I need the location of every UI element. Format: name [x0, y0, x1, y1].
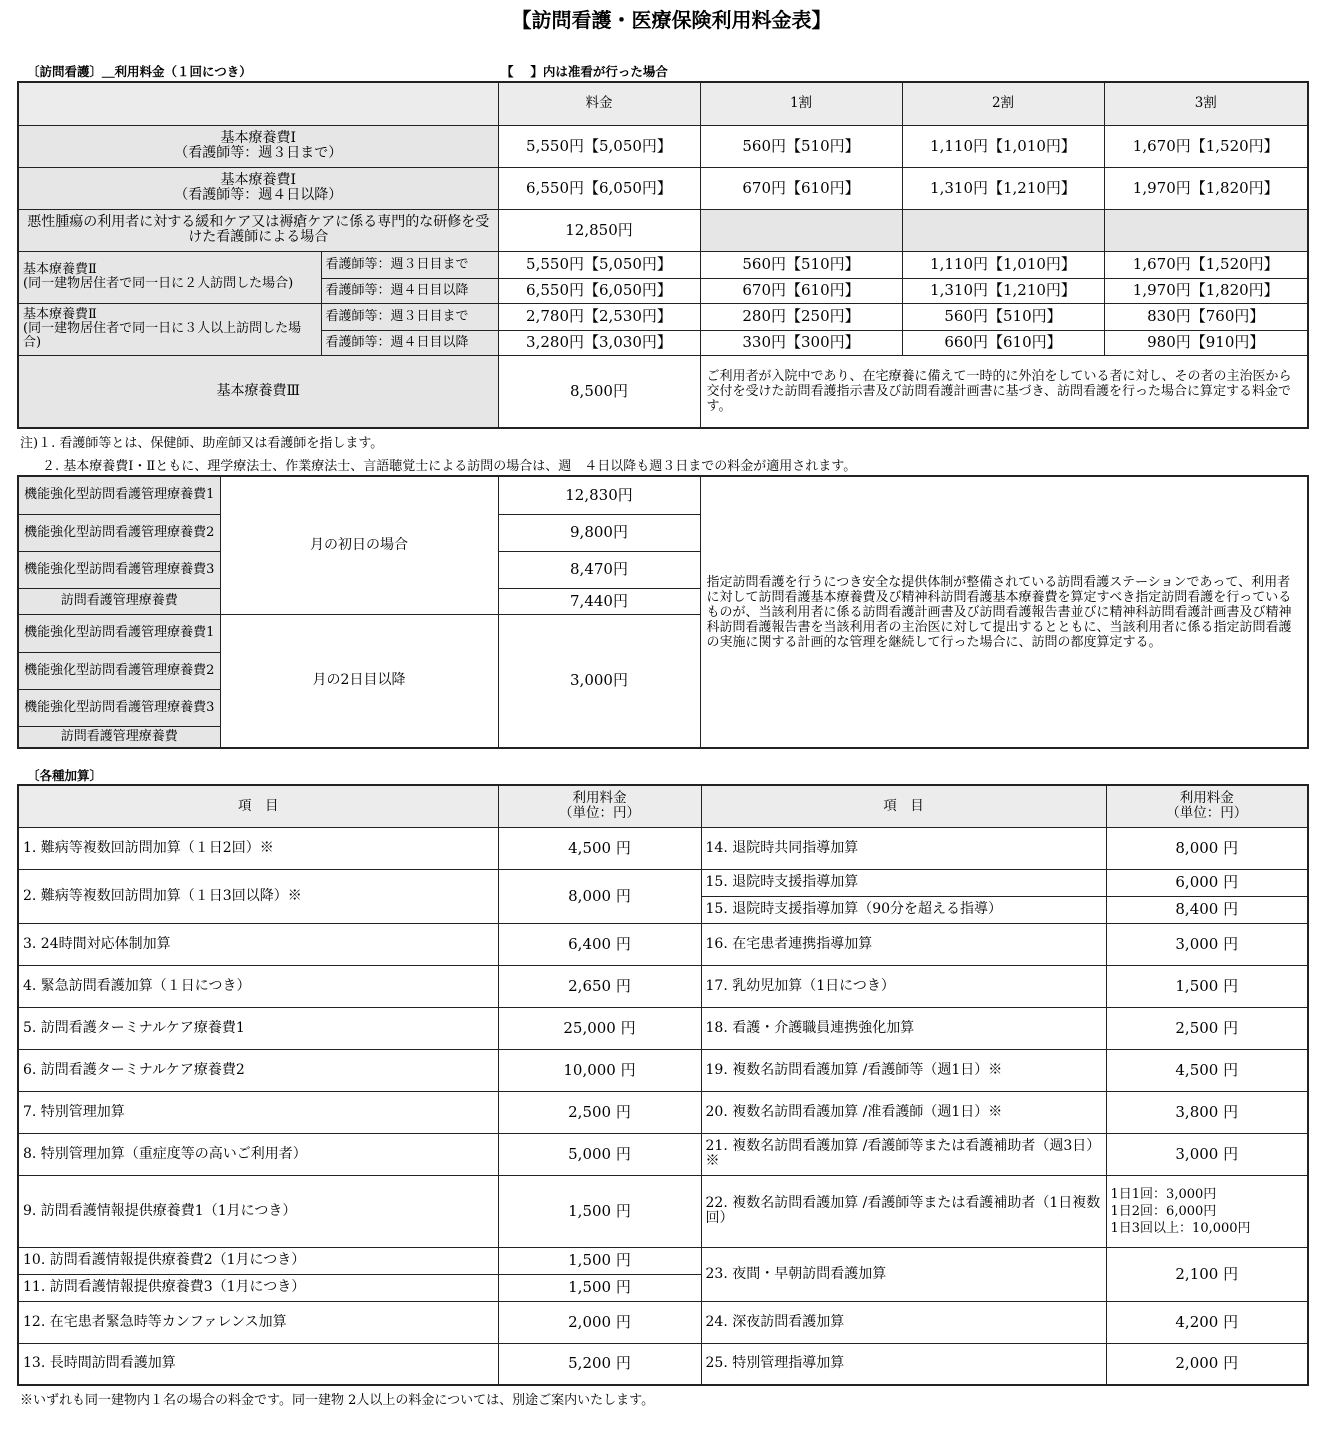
item-fee: 5,000 円: [498, 1133, 701, 1175]
table-row: [18, 869, 1308, 896]
item-fee: 1,500 円: [498, 1247, 701, 1274]
item-name: 3. 24時間対応体制加算: [18, 923, 498, 965]
item-name: 10. 訪問看護情報提供療養費2（1月につき）: [18, 1247, 498, 1274]
mgmt-fee: 7,440円: [498, 588, 700, 614]
header-blank: [18, 82, 498, 125]
table-row: [18, 827, 1308, 869]
row-name: 基本療養費Ⅰ （看護師等：週４日以降）: [18, 167, 498, 209]
table-row: [18, 965, 1308, 1007]
item-name: 5. 訪問看護ターミナルケア療養費1: [18, 1007, 498, 1049]
row-2wari: 1,310円【1,210円】: [902, 167, 1104, 209]
table-row: [18, 476, 1308, 514]
table-row: [18, 1247, 1308, 1274]
row-2wari: 560円【510円】: [902, 303, 1104, 330]
table-row: [18, 1007, 1308, 1049]
row-3wari: 1,970円【1,820円】: [1104, 278, 1308, 303]
item-fee: 3,800 円: [1106, 1091, 1308, 1133]
table-row: [18, 1175, 1308, 1247]
mgmt-name: 機能強化型訪問看護管理療養費2: [18, 514, 220, 551]
row-fee: 6,550円【6,050円】: [498, 167, 700, 209]
row-3wari: 830円【760円】: [1104, 303, 1308, 330]
row-1wari: 670円【610円】: [700, 167, 902, 209]
item-fee: 2,650 円: [498, 965, 701, 1007]
table-row: [18, 923, 1308, 965]
empty-cell: [902, 209, 1104, 251]
mgmt-name: 機能強化型訪問看護管理療養費3: [18, 689, 220, 726]
item-fee: 2,500 円: [1106, 1007, 1308, 1049]
item-fee: 8,000 円: [1106, 827, 1308, 869]
item-fee: 3,000 円: [1106, 923, 1308, 965]
empty-cell: [1104, 209, 1308, 251]
row-2wari: 1,110円【1,010円】: [902, 251, 1104, 278]
row-2wari: 1,110円【1,010円】: [902, 125, 1104, 167]
item-fee-multi: 1日1回：3,000円 1日2回：6,000円 1日3回以上：10,000円: [1106, 1175, 1308, 1247]
note-2: ２. 基本療養費Ⅰ・Ⅱともに、理学療法士、作業療法士、言語聴覚士による訪問の場合は、週 ４日以降も週３日までの料金が適用されます。: [42, 459, 857, 474]
item-name: 19. 複数名訪問看護加算 /看護師等（週1日）※: [701, 1049, 1106, 1091]
table-row: [18, 1049, 1308, 1091]
item-name: 16. 在宅患者連携指導加算: [701, 923, 1106, 965]
table-row: [18, 1301, 1308, 1343]
item-name: 23. 夜間・早朝訪問看護加算: [701, 1247, 1106, 1301]
mgmt-desc: 指定訪問看護を行うにつき安全な提供体制が整備されている訪問看護ステーションであって、利用者に対して訪問看護基本療養費及び精神科訪問看護基本療養費を算定すべき指定訪問看護を行っているものが、当該利用者に係る訪問看護計画書及び訪問看護報告書並びに精神科訪問看護計画書及び精神科訪問看護報告書を当該利用者の主治医に対して提出するとともに、当該利用者に係る指定訪問看護の実施に関する計画的な管理を継続して行った場合に、訪問の都度算定する。: [700, 476, 1308, 748]
row-fee: 5,550円【5,050円】: [498, 125, 700, 167]
table-row: [18, 1343, 1308, 1385]
row-3wari: 980円【910円】: [1104, 330, 1308, 355]
item-name: 4. 緊急訪問看護加算（１日につき）: [18, 965, 498, 1007]
row-1wari: 280円【250円】: [700, 303, 902, 330]
header-item-right: 項 目: [701, 785, 1106, 827]
item-name: 6. 訪問看護ターミナルケア療養費2: [18, 1049, 498, 1091]
row-3wari: 1,670円【1,520円】: [1104, 251, 1308, 278]
row-name: 基本療養費Ⅰ （看護師等：週３日まで）: [18, 125, 498, 167]
table-row: [18, 209, 1308, 251]
header-fee: 料金: [498, 82, 700, 125]
item-fee: 5,200 円: [498, 1343, 701, 1385]
group3-name: 基本療養費Ⅱ (同一建物居住者で同一日に３人以上訪問した場合): [18, 303, 321, 355]
row-fee: 6,550円【6,050円】: [498, 278, 700, 303]
item-name: 1. 難病等複数回訪問加算（１日2回）※: [18, 827, 498, 869]
basic3-name: 基本療養費Ⅲ: [18, 355, 498, 428]
mgmt-fee: 9,800円: [498, 514, 700, 551]
item-name: 9. 訪問看護情報提供療養費1（1月につき）: [18, 1175, 498, 1247]
item-fee: 2,100 円: [1106, 1247, 1308, 1301]
item-fee: 1,500 円: [498, 1274, 701, 1301]
item-name: 7. 特別管理加算: [18, 1091, 498, 1133]
basic3-desc: ご利用者が入院中であり、在宅療養に備えて一時的に外泊をしている者に対し、その者の主治医から交付を受けた訪問看護指示書及び訪問看護計画書に基づき、訪問看護を行った場合に算定する料金です。: [700, 355, 1308, 428]
group2-name: 基本療養費Ⅱ (同一建物居住者で同一日に２人訪問した場合): [18, 251, 321, 303]
item-fee: 1,500 円: [1106, 965, 1308, 1007]
note-1: 注)１. 看護師等とは、保健師、助産師又は看護師を指します。: [20, 436, 384, 451]
item-fee: 3,000 円: [1106, 1133, 1308, 1175]
mgmt-name: 訪問看護管理療養費: [18, 726, 220, 748]
item-name: 17. 乳幼児加算（1日につき）: [701, 965, 1106, 1007]
mgmt-fee: 8,470円: [498, 551, 700, 588]
item-fee: 1,500 円: [498, 1175, 701, 1247]
management-fee-table: [17, 475, 1309, 749]
group3-sub: 看護師等：週３日目まで: [321, 303, 498, 330]
item-name: 18. 看護・介護職員連携強化加算: [701, 1007, 1106, 1049]
section3-label: 〔各種加算〕: [27, 768, 103, 783]
header-2wari: 2割: [902, 82, 1104, 125]
row-3wari: 1,970円【1,820円】: [1104, 167, 1308, 209]
group2-sub: 看護師等：週４日目以降: [321, 278, 498, 303]
item-name: 2. 難病等複数回訪問加算（１日3回以降）※: [18, 869, 498, 923]
row-fee: 12,850円: [498, 209, 700, 251]
item-fee: 4,200 円: [1106, 1301, 1308, 1343]
row-1wari: 670円【610円】: [700, 278, 902, 303]
table-row: [18, 355, 1308, 428]
item-name: 12. 在宅患者緊急時等カンファレンス加算: [18, 1301, 498, 1343]
group2-sub: 看護師等：週３日目まで: [321, 251, 498, 278]
group3-sub: 看護師等：週４日目以降: [321, 330, 498, 355]
item-name: 22. 複数名訪問看護加算 /看護師等または看護補助者（1日複数回）: [701, 1175, 1106, 1247]
item-fee: 10,000 円: [498, 1049, 701, 1091]
later-fee: 3,000円: [498, 614, 700, 748]
item-fee: 2,000 円: [498, 1301, 701, 1343]
item-fee: 6,000 円: [1106, 869, 1308, 896]
item-name: 25. 特別管理指導加算: [701, 1343, 1106, 1385]
header-fee-left: 利用料金 （単位：円）: [498, 785, 701, 827]
row-name: 悪性腫瘍の利用者に対する緩和ケア又は褥瘡ケアに係る専門的な研修を受けた看護師による場合: [18, 209, 498, 251]
row-fee: 5,550円【5,050円】: [498, 251, 700, 278]
row-2wari: 660円【610円】: [902, 330, 1104, 355]
page-title: 【訪問看護・医療保険利用料金表】: [511, 8, 832, 32]
row-fee: 3,280円【3,030円】: [498, 330, 700, 355]
item-name: 8. 特別管理加算（重症度等の高いご利用者）: [18, 1133, 498, 1175]
item-name: 13. 長時間訪問看護加算: [18, 1343, 498, 1385]
table-row: [18, 167, 1308, 209]
footnote: ※いずれも同一建物内１名の場合の料金です。同一建物 2人以上の料金については、別途ご案内いたします。: [20, 1393, 655, 1408]
item-name: 15. 退院時支援指導加算: [701, 869, 1106, 896]
mgmt-name: 機能強化型訪問看護管理療養費1: [18, 476, 220, 514]
item-name: 21. 複数名訪問看護加算 /看護師等または看護補助者（週3日）※: [701, 1133, 1106, 1175]
header-1wari: 1割: [700, 82, 902, 125]
item-name: 11. 訪問看護情報提供療養費3（1月につき）: [18, 1274, 498, 1301]
first-day-label: 月の初日の場合: [220, 476, 498, 614]
later-label: 月の2日目以降: [220, 614, 498, 748]
header-item-left: 項 目: [18, 785, 498, 827]
mgmt-name: 機能強化型訪問看護管理療養費2: [18, 652, 220, 689]
row-1wari: 330円【300円】: [700, 330, 902, 355]
item-name: 24. 深夜訪問看護加算: [701, 1301, 1106, 1343]
section1-label: 〔訪問看護〕＿利用料金（１回につき）: [27, 64, 252, 79]
mgmt-name: 機能強化型訪問看護管理療養費3: [18, 551, 220, 588]
row-1wari: 560円【510円】: [700, 125, 902, 167]
empty-cell: [700, 209, 902, 251]
table-row: [18, 251, 1308, 278]
table-row: [18, 125, 1308, 167]
table-row: [18, 1091, 1308, 1133]
item-fee: 2,000 円: [1106, 1343, 1308, 1385]
item-fee: 25,000 円: [498, 1007, 701, 1049]
row-1wari: 560円【510円】: [700, 251, 902, 278]
item-fee: 4,500 円: [498, 827, 701, 869]
row-2wari: 1,310円【1,210円】: [902, 278, 1104, 303]
bracket-note: 【 】内は准看が行った場合: [501, 64, 668, 79]
item-name: 14. 退院時共同指導加算: [701, 827, 1106, 869]
basic-fee-table: [17, 81, 1309, 429]
mgmt-name: 訪問看護管理療養費: [18, 588, 220, 614]
mgmt-name: 機能強化型訪問看護管理療養費1: [18, 614, 220, 652]
item-fee: 8,400 円: [1106, 896, 1308, 923]
mgmt-fee: 12,830円: [498, 476, 700, 514]
item-fee: 6,400 円: [498, 923, 701, 965]
table-row: [18, 1133, 1308, 1175]
header-fee-right: 利用料金 （単位：円）: [1106, 785, 1308, 827]
addition-fee-table: [17, 784, 1309, 1386]
item-name: 15. 退院時支援指導加算（90分を超える指導）: [701, 896, 1106, 923]
header-3wari: 3割: [1104, 82, 1308, 125]
basic3-fee: 8,500円: [498, 355, 700, 428]
item-fee: 4,500 円: [1106, 1049, 1308, 1091]
item-name: 20. 複数名訪問看護加算 /准看護師（週1日）※: [701, 1091, 1106, 1133]
table-row: [18, 303, 1308, 330]
row-fee: 2,780円【2,530円】: [498, 303, 700, 330]
item-fee: 2,500 円: [498, 1091, 701, 1133]
item-fee: 8,000 円: [498, 869, 701, 923]
row-3wari: 1,670円【1,520円】: [1104, 125, 1308, 167]
